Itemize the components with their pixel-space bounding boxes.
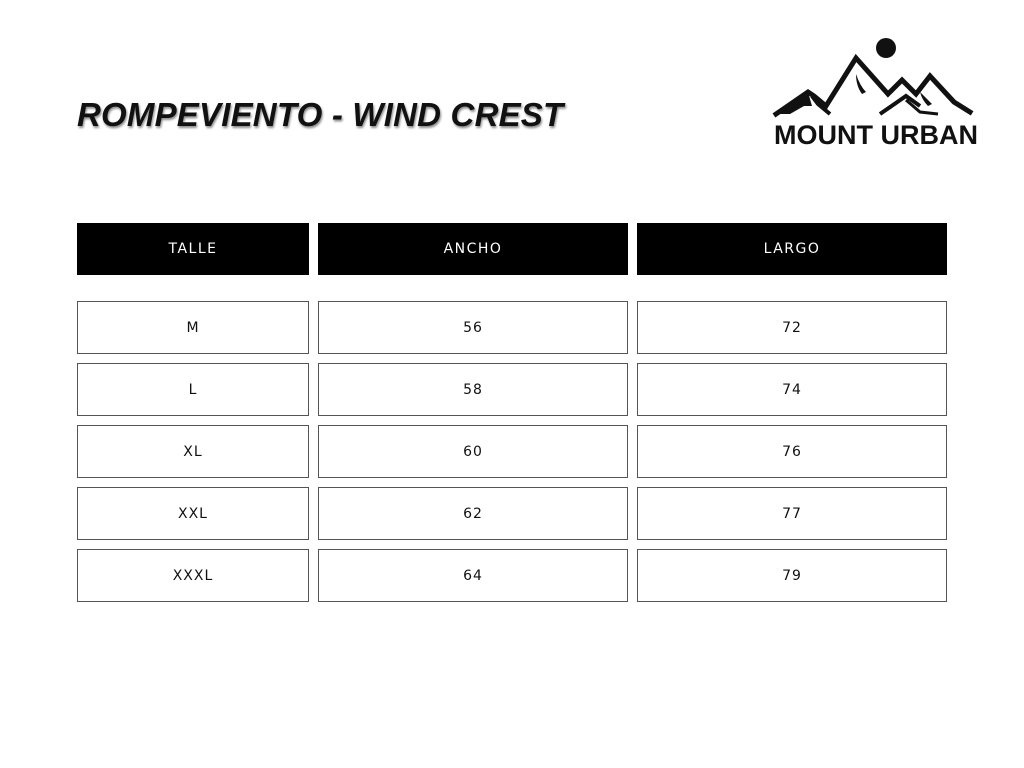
cell-width: 64 [318,549,628,602]
mountains-sun-icon [770,34,976,124]
cell-width: 56 [318,301,628,354]
cell-length: 74 [637,363,947,416]
cell-width: 60 [318,425,628,478]
cell-length: 77 [637,487,947,540]
cell-size: XXXL [77,549,309,602]
cell-length: 76 [637,425,947,478]
cell-size: M [77,301,309,354]
cell-size: L [77,363,309,416]
cell-width: 58 [318,363,628,416]
cell-size: XL [77,425,309,478]
header-talle: TALLE [77,223,309,275]
brand-logo [770,34,976,154]
cell-length: 72 [637,301,947,354]
cell-width: 62 [318,487,628,540]
page-title: ROMPEVIENTO - WIND CREST [77,96,564,133]
header-largo: LARGO [637,223,947,275]
cell-length: 79 [637,549,947,602]
header-ancho: ANCHO [318,223,628,275]
cell-size: XXL [77,487,309,540]
brand-name: MOUNT URBAN [774,120,978,150]
